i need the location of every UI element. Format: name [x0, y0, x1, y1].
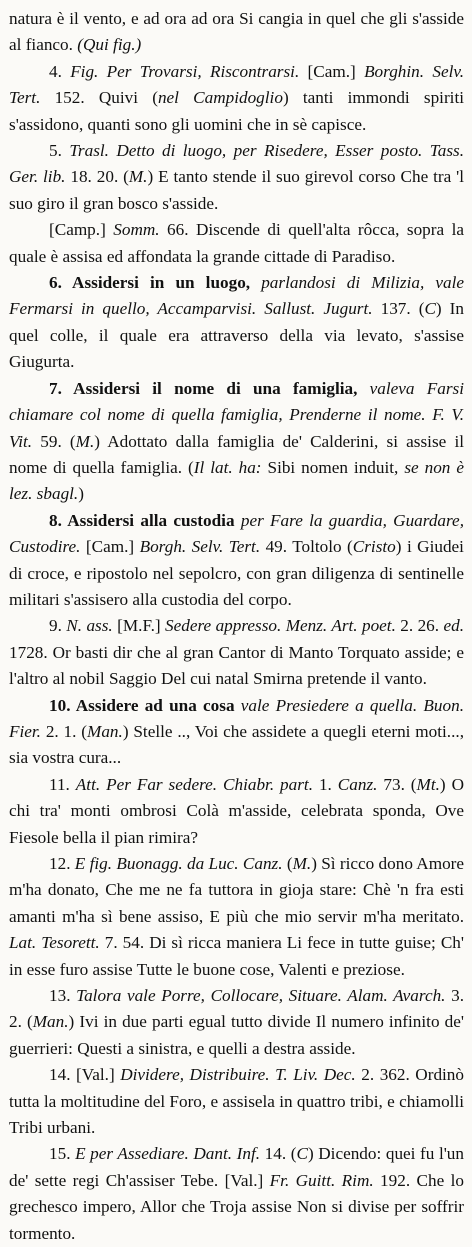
body-text: [Cam.]	[80, 537, 140, 557]
italic-text: M.	[75, 431, 95, 451]
italic-text: parlandosi di Milizia, vale Fermarsi in quello, Accamparvisi. Sallust. Jugurt.	[9, 273, 465, 319]
sense-heading: 7. Assidersi il nome di una famiglia,	[49, 378, 358, 398]
body-text: )	[78, 484, 84, 504]
italic-text: Man.	[32, 1012, 69, 1032]
body-text: [M.F.]	[112, 616, 166, 636]
body-text: 192. Che lo grechesco impero, Allor che Troja assise Non si divise per soffrir tormento.	[9, 1170, 464, 1243]
italic-text: Somm.	[113, 220, 160, 240]
sense-heading: 8. Assidersi alla custodia	[49, 510, 235, 530]
italic-text: se non è lez. sbagl.	[9, 457, 464, 504]
body-text: 18. 20. (	[65, 167, 129, 187]
sense-heading: 6. Assidersi in un luogo,	[49, 273, 251, 293]
italic-text: Borgh. Selv. Tert.	[139, 537, 261, 557]
body-text: 4.	[49, 61, 71, 81]
italic-text: nel Campidoglio	[157, 88, 283, 108]
italic-text: Talora vale Porre, Collocare, Situare. Alam. Avarch.	[76, 986, 446, 1006]
entry-paragraph	[9, 6, 464, 59]
italic-text: C	[296, 1144, 308, 1164]
entry-paragraph	[9, 270, 464, 376]
body-text: [Camp.]	[49, 220, 114, 240]
italic-text: ed.	[443, 616, 464, 636]
italic-text: Man.	[87, 721, 123, 741]
body-text: (	[282, 854, 293, 873]
italic-text: M.	[128, 167, 148, 187]
body-text: ) Ivi in due parti egual tutto divide Il numero infinito de' guerrieri: Questi a sinistra, e quelli a destra asside.	[9, 1012, 464, 1058]
entry-paragraph	[9, 613, 464, 692]
body-text: [Cam.]	[299, 61, 365, 81]
entry-paragraph	[9, 983, 464, 1062]
body-text: 66. Discende di quell'alta rôcca, sopra la quale è assisa ed affondata la grande cittade di Paradiso.	[9, 220, 464, 266]
body-text: ) Adottato dalla famiglia de' Calderini, si assise il nome di quella famiglia. (	[9, 431, 464, 477]
body-text: 9.	[49, 616, 67, 636]
body-text: 1728. Or basti dir che al gran Cantor di Manto Torquato asside; e l'altro al nobil Saggio Del cui natal Smirna pretende il vanto.	[9, 642, 464, 689]
sense-heading: 10. Assidere ad una cosa	[49, 695, 235, 715]
body-text: 12.	[49, 854, 75, 873]
body-text: 73. (	[377, 774, 417, 794]
entry-paragraph	[9, 508, 464, 614]
entry-paragraph	[9, 376, 464, 508]
body-text: ) E tanto stende il suo girevol corso Che tra 'l suo giro il gran bosco s'asside.	[9, 167, 464, 213]
italic-text: Fig. Per Trovarsi, Riscontrarsi.	[70, 61, 300, 81]
body-text: 152. Quivi (	[40, 88, 158, 108]
italic-text: Mt.	[416, 774, 440, 794]
body-text: 2. 1. (	[40, 721, 87, 741]
italic-text: N. ass.	[66, 616, 113, 636]
italic-text: Att. Per Far sedere. Chiabr. part.	[75, 774, 314, 794]
italic-text: C	[424, 299, 436, 319]
italic-text: valeva Farsi chiamare col nome di quella famiglia, Prenderne il nome. F. V. Vit.	[9, 378, 464, 451]
italic-text: E per Assediare. Dant. Inf.	[75, 1144, 261, 1164]
entry-paragraph	[9, 1141, 464, 1247]
entry-paragraph	[9, 693, 464, 772]
entry-paragraph	[9, 772, 464, 851]
entry-paragraph	[9, 217, 464, 270]
italic-text: vale Presiedere a quella. Buon. Fier.	[9, 695, 464, 741]
italic-text: Fr. Guitt. Rim.	[269, 1170, 374, 1190]
body-text: 14. (	[260, 1144, 297, 1164]
italic-text: Dividere, Distribuire. T. Liv. Dec.	[120, 1065, 356, 1085]
body-text: 2. 362. Ordinò tutta la moltitudine del Foro, e assisela in quattro tribi, e chiamolli Tribi urbani.	[9, 1065, 464, 1138]
body-text: 11.	[49, 774, 76, 794]
body-text: ) tanti immondi spiriti s'assidono, quanti sono gli uomini che in sè capisce.	[9, 88, 465, 134]
body-text: ) O chi tra' monti ombrosi Colà m'asside, celebrata sponda, Ove Fiesole bella il pian rimira?	[9, 774, 464, 847]
body-text: ) i Giudei di croce, e ripostolo nel sepolcro, con gran diligenza di sentinelle militari s'assisero alla custodia del corpo.	[9, 537, 464, 609]
body-text: 5.	[49, 141, 70, 161]
body-text: 14. [Val.]	[49, 1065, 121, 1085]
italic-text: Canz.	[337, 774, 378, 794]
italic-text: per Fare la guardia, Guardare, Custodire.	[9, 510, 464, 557]
italic-text: (Qui fig.)	[77, 35, 142, 55]
body-text: ) Dicendo: quei fu l'un de' sette regi Ch'assiser Tebe. [Val.]	[9, 1144, 464, 1190]
body-text: 7. 54. Di sì ricca maniera Li fece in tutte guise; Ch' in esse furo assise Tutte le buone cose, Valenti e preziose.	[9, 933, 464, 979]
italic-text: Il lat. ha:	[193, 457, 262, 477]
body-text: 137. (	[372, 299, 425, 319]
body-text: ) In quel colle, il quale era attraverso della via levato, s'assise Giugurta.	[9, 299, 465, 372]
body-text: 3. 2. (	[9, 986, 464, 1032]
entry-paragraph	[9, 59, 464, 138]
italic-text: E fig. Buonagg. da Luc. Canz.	[74, 854, 283, 873]
italic-text: M.	[292, 854, 312, 873]
body-text: Sibi nomen induit,	[261, 457, 405, 477]
italic-text: Sedere appresso. Menz. Art. poet.	[165, 616, 396, 636]
body-text: 2. 26.	[395, 616, 444, 636]
body-text: 13.	[49, 986, 77, 1006]
entry-paragraph	[9, 1062, 464, 1141]
body-text: 49. Toltolo (	[260, 537, 353, 557]
body-text: 59. (	[32, 431, 76, 451]
italic-text: Lat. Tesorett.	[9, 933, 100, 953]
italic-text: Cristo	[352, 537, 396, 557]
body-text: ) Sì ricco dono Amore m'ha donato, Che me ne fa tuttora in gioja stare: Chè 'n fra esti amanti m'ha sì bene assiso, E più che mio servir m'ha meritato.	[9, 854, 465, 926]
entry-paragraph	[9, 138, 464, 217]
body-text: 15.	[49, 1144, 76, 1164]
body-text: 1.	[313, 774, 338, 794]
italic-text: Trasl. Detto di luogo, per Risedere, Esser posto. Tass. Ger. lib.	[9, 141, 464, 187]
entry-paragraph	[9, 851, 464, 983]
italic-text: Borghin. Selv. Tert.	[9, 61, 464, 108]
body-text: ) Stelle .., Voi che assidete a quegli eterni moti..., sia vostra cura...	[9, 721, 464, 768]
body-text: natura è il vento, e ad ora ad ora Si cangia in quel che gli s'asside al fianco.	[9, 9, 464, 55]
